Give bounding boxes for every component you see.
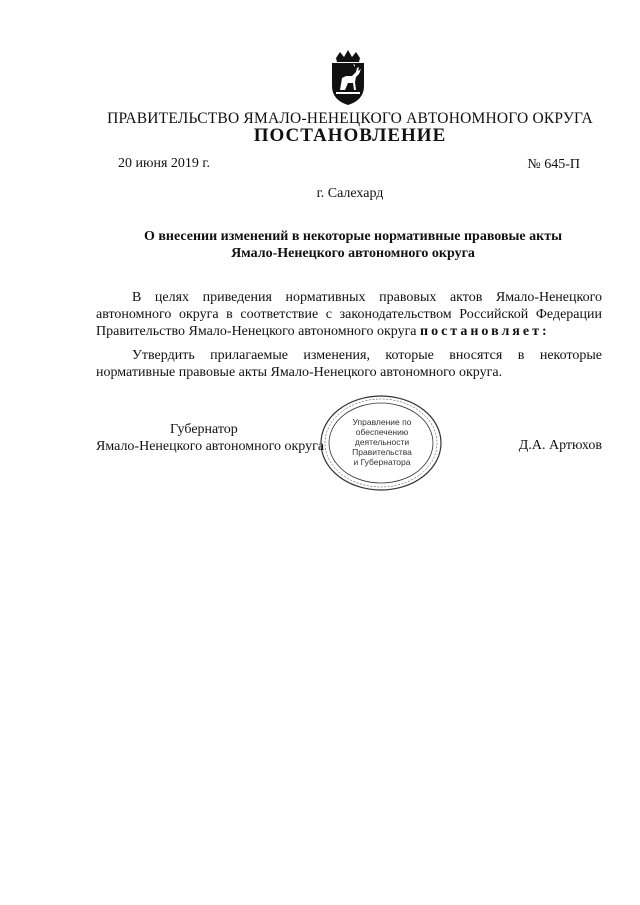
stamp-line-3: деятельности — [354, 437, 410, 447]
document-date: 20 июня 2019 г. — [118, 156, 211, 171]
stamp-line-2: обеспечению — [355, 427, 409, 437]
title-line-1: О внесении изменений в некоторые нормативные правовые акты — [143, 229, 563, 244]
document-type: ПОСТАНОВЛЕНИЕ — [253, 125, 447, 146]
paragraph-1-emphasis: постановляет: — [420, 324, 550, 339]
signature-position — [96, 421, 336, 455]
document-number: № 645-П — [527, 157, 580, 172]
coat-of-arms-icon — [326, 50, 370, 106]
title-line-2: Ямало-Ненецкого автономного округа — [231, 246, 475, 261]
stamp-line-4: Правительства — [352, 447, 412, 457]
body-paragraph-2: Утвердить прилагаемые изменения, которые вносятся в некоторые нормативные правовые акты Ямало-Ненецкого автономного округа. — [96, 348, 602, 380]
body-paragraph-1 — [96, 289, 602, 340]
stamp-text — [343, 417, 421, 467]
document-city: г. Салехард — [316, 186, 384, 201]
stamp-line-5: и Губернатора — [353, 457, 411, 467]
position-line-1: Губернатор — [170, 422, 238, 437]
paragraph-1-text: В целях приведения нормативных правовых актов Ямало-Ненецкого автономного округа в соответствие с законодательством Российской Федерации Правительство Ямало-Ненецкого автономного округа — [96, 290, 602, 339]
stamp-line-1: Управление по — [352, 417, 412, 427]
document-title — [100, 228, 606, 262]
position-line-2: Ямало-Ненецкого автономного округа — [96, 439, 325, 454]
signer-name: Д.А. Артюхов — [518, 438, 602, 453]
organization-name: ПРАВИТЕЛЬСТВО ЯМАЛО-НЕНЕЦКОГО АВТОНОМНОГО ОКРУГА — [107, 110, 593, 127]
